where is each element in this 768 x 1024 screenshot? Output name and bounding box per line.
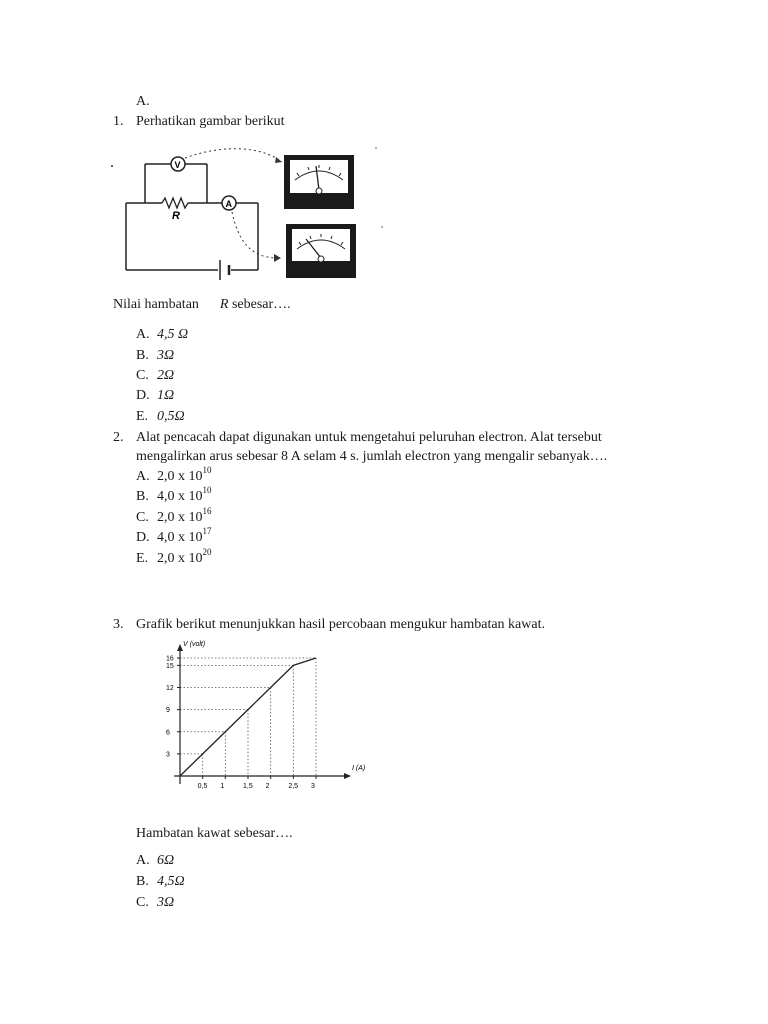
battery-icon — [220, 260, 229, 280]
voltmeter-symbol: V — [174, 160, 181, 170]
q2-option-letter: E. — [136, 551, 149, 566]
q2-option-exp: 10 — [202, 465, 212, 476]
q2-option-exp: 16 — [202, 506, 212, 517]
q1-option-letter: A. — [136, 327, 150, 342]
q1-question-var: R — [219, 297, 229, 312]
q3-prompt: Grafik berikut menunjukkan hasil percobaan mengukur hambatan kawat. — [136, 617, 545, 632]
q2-option-base: 4,0 x 10 — [157, 530, 203, 545]
x-axis-arrow-icon — [344, 773, 351, 779]
voltmeter-icon — [171, 157, 185, 171]
x-axis-label: I (A) — [352, 765, 366, 772]
resistor-label: R — [172, 210, 180, 222]
q2-option-letter: B. — [136, 489, 149, 504]
q2-option-base: 2,0 x 10 — [157, 510, 203, 525]
q2-option-exp: 10 — [202, 485, 212, 496]
y-tick-label: 15 — [166, 662, 174, 670]
q2-option-text — [157, 465, 212, 486]
x-tick-label: 2 — [265, 783, 270, 790]
q2-option-text — [157, 485, 212, 506]
resistor-icon — [162, 198, 188, 208]
top-label: A. — [136, 94, 150, 109]
q2-option-letter: D. — [136, 530, 150, 545]
q1-question-post: sebesar…. — [231, 297, 291, 312]
q2-option-exp: 17 — [202, 526, 212, 537]
q2-option-letter: A. — [136, 469, 150, 484]
q2-option-text — [157, 506, 212, 527]
q2-line1: Alat pencacah dapat digunakan untuk mengetahui peluruhan electron. Alat tersebut — [136, 430, 602, 445]
y-tick-label: 16 — [166, 655, 174, 663]
voltmeter-dial-icon — [284, 155, 354, 209]
q2-option-letter: C. — [136, 510, 149, 525]
q3-option-letter: B. — [136, 874, 149, 889]
q2-line2: mengalirkan arus sebesar 8 A selam 4 s. jumlah electron yang mengalir sebanyak…. — [136, 449, 608, 464]
x-tick-label: 3 — [311, 783, 315, 790]
q3-question: Hambatan kawat sebesar…. — [136, 826, 293, 841]
y-tick-label: 3 — [166, 751, 170, 759]
ammeter-symbol: A — [225, 199, 232, 209]
circuit-figure — [110, 140, 400, 285]
q1-option-letter: B. — [136, 348, 149, 363]
q1-option-text: 1Ω — [157, 388, 175, 403]
x-tick-label: 0,5 — [197, 783, 208, 790]
x-tick-label: 1,5 — [243, 783, 253, 790]
q2-option-exp: 20 — [202, 547, 212, 558]
y-tick-label: 6 — [166, 729, 170, 737]
q1-option-letter: E. — [136, 409, 149, 424]
q1-question-pre: Nilai hambatan — [113, 297, 199, 312]
q2-number: 2. — [113, 430, 124, 445]
q3-number: 3. — [113, 617, 124, 632]
q1-number: 1. — [113, 114, 124, 129]
y-tick-label: 12 — [166, 685, 174, 692]
q1-option-text: 2Ω — [157, 368, 175, 383]
y-axis-label: V (volt) — [183, 641, 206, 648]
q3-option-text: 6Ω — [157, 853, 175, 868]
q1-question — [113, 296, 291, 314]
vi-graph — [150, 638, 370, 800]
ammeter-icon — [222, 196, 236, 210]
q1-option-text: 0,5Ω — [157, 409, 185, 424]
q3-option-text: 3Ω — [157, 895, 175, 910]
q1-prompt: Perhatikan gambar berikut — [136, 114, 285, 129]
q1-option-letter: C. — [136, 368, 149, 383]
q3-option-letter: C. — [136, 895, 149, 910]
q1-option-text: 4,5 Ω — [157, 327, 189, 342]
y-tick-label: 9 — [166, 707, 170, 715]
q2-option-base: 2,0 x 10 — [157, 469, 203, 484]
q1-option-text: 3Ω — [157, 348, 175, 363]
q2-option-base: 4,0 x 10 — [157, 489, 203, 504]
x-tick-label: 1 — [220, 783, 225, 790]
q3-option-letter: A. — [136, 853, 150, 868]
ammeter-dial-icon — [286, 224, 356, 278]
q2-option-text — [157, 526, 212, 547]
x-tick-label: 2,5 — [288, 783, 299, 790]
q2-option-base: 2,0 x 10 — [157, 551, 203, 566]
q1-option-letter: D. — [136, 388, 150, 403]
q3-option-text: 4,5Ω — [157, 874, 185, 889]
q2-option-text — [157, 547, 212, 568]
